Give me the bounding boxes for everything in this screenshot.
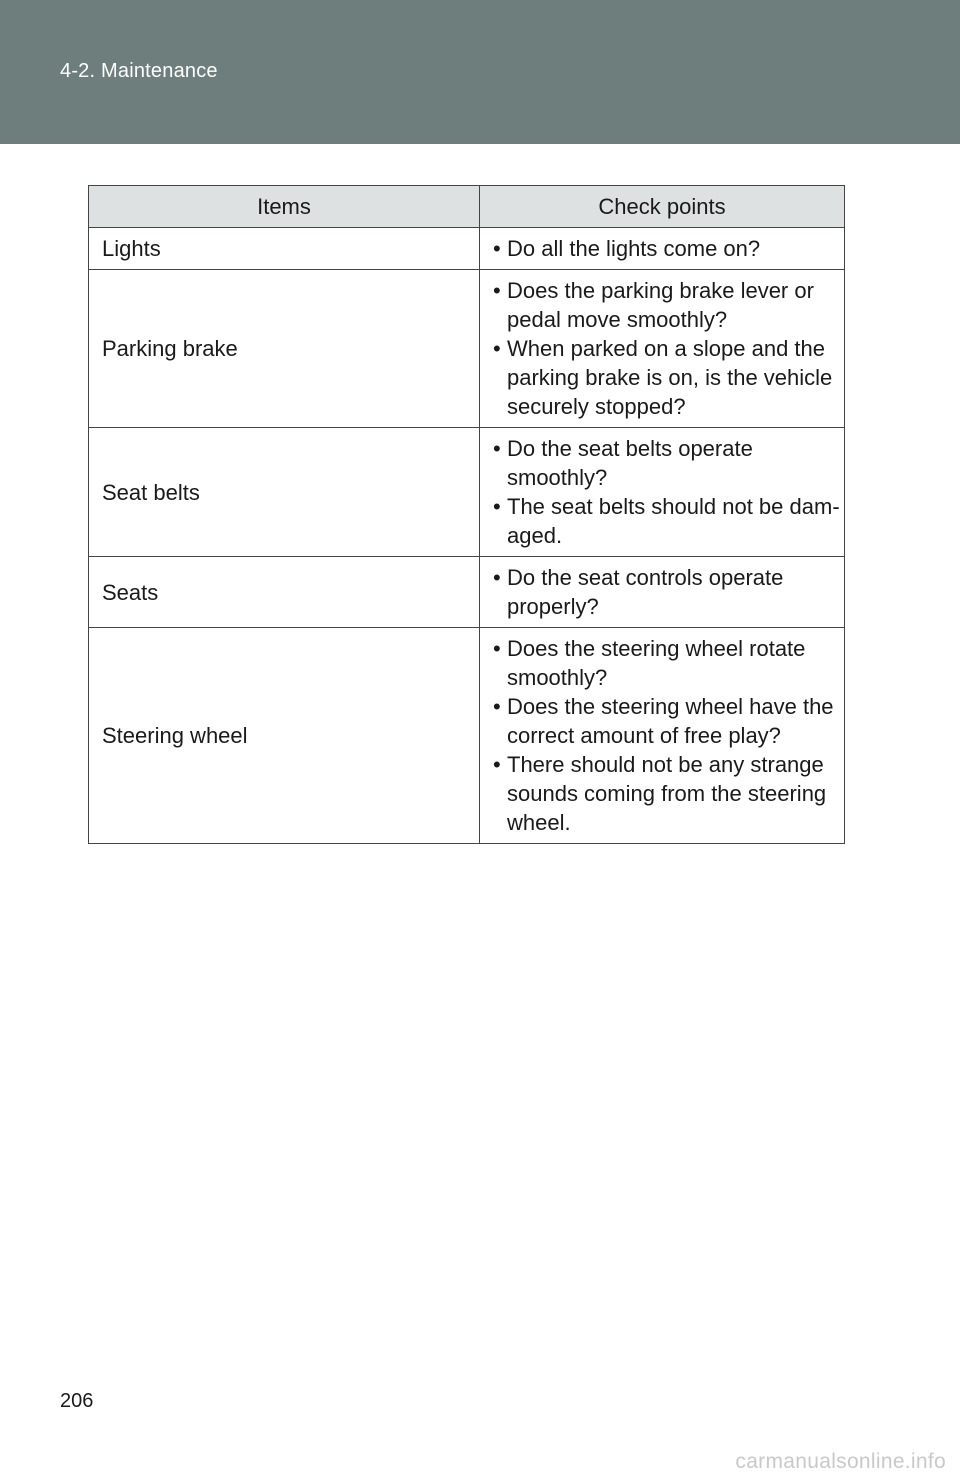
check-points-cell: [480, 270, 845, 428]
table-row: [89, 228, 845, 270]
column-header-items: Items: [89, 186, 480, 228]
table-header-row: [89, 186, 845, 228]
check-point-text: • The seat belts should not be dam-aged.: [493, 492, 840, 550]
check-points-cell: [480, 228, 845, 270]
check-point-text: • Does the steering wheel rotate smoothly?: [493, 634, 840, 692]
check-point-text: • There should not be any strange sounds coming from the steering wheel.: [493, 750, 840, 837]
check-point-text: • Do the seat belts operate smoothly?: [493, 434, 840, 492]
item-cell: Parking brake: [89, 270, 480, 428]
item-cell: Lights: [89, 228, 480, 270]
section-title: 4-2. Maintenance: [60, 60, 218, 82]
check-point-text: • Do the seat controls operate properly?: [493, 563, 840, 621]
table-row: [89, 270, 845, 428]
item-cell: Seat belts: [89, 428, 480, 557]
table-row: [89, 557, 845, 628]
watermark: carmanualsonline.info: [735, 1450, 946, 1473]
page-number: 206: [60, 1390, 94, 1412]
column-header-check-points: Check points: [480, 186, 845, 228]
item-cell: Steering wheel: [89, 628, 480, 844]
check-point-text: • Does the parking brake lever or pedal move smoothly?: [493, 276, 840, 334]
check-points-table: [88, 185, 845, 844]
table-row: [89, 628, 845, 844]
check-point-text: • Do all the lights come on?: [493, 234, 840, 263]
section-header-bar: [0, 0, 960, 144]
check-point-text: • When parked on a slope and the parking brake is on, is the vehicle securely stopped?: [493, 334, 840, 421]
check-points-cell: [480, 557, 845, 628]
item-cell: Seats: [89, 557, 480, 628]
check-points-cell: [480, 628, 845, 844]
check-point-text: • Does the steering wheel have the correct amount of free play?: [493, 692, 840, 750]
check-points-cell: [480, 428, 845, 557]
table-row: [89, 428, 845, 557]
